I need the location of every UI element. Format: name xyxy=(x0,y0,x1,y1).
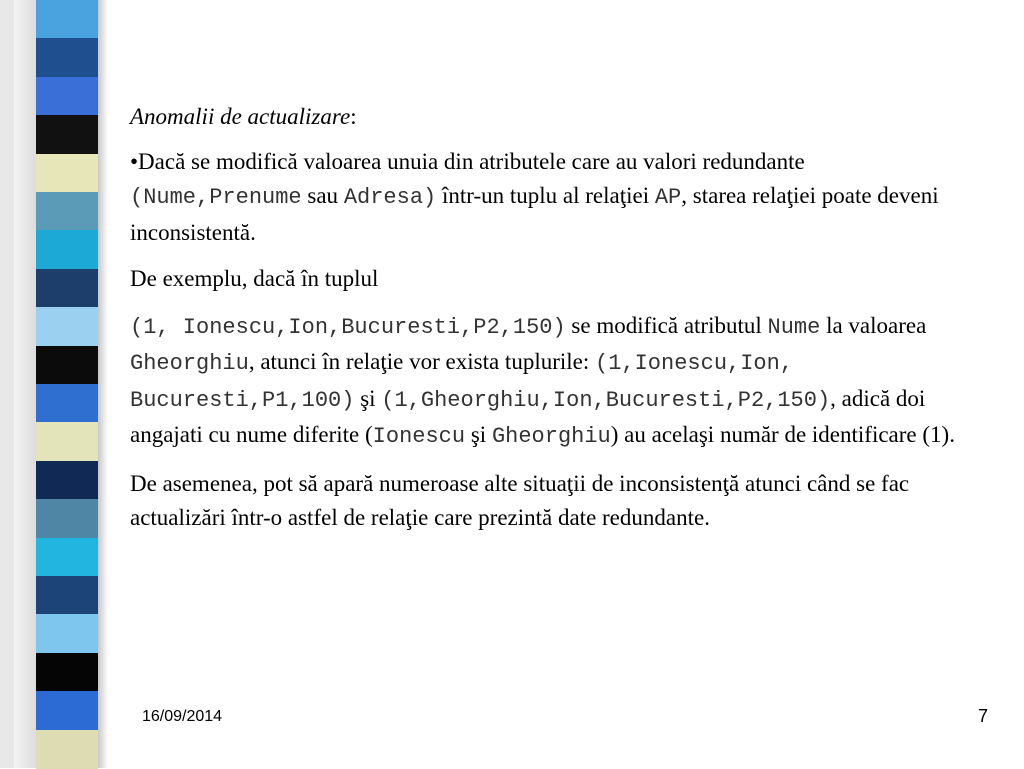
slide-border xyxy=(0,0,14,768)
code-text: Ionescu xyxy=(372,424,466,449)
text: la valoarea xyxy=(820,312,927,338)
code-text: Adresa) xyxy=(343,185,437,210)
stripe-segment xyxy=(36,346,98,385)
stripe-segment xyxy=(36,115,98,154)
stripe-segment xyxy=(36,614,98,653)
stripe-segment xyxy=(36,499,98,538)
stripe-segment xyxy=(36,461,98,500)
stripe-segment xyxy=(36,269,98,308)
text: , adică doi angajati cu nume diferite ( xyxy=(130,385,926,447)
footer-date: 16/09/2014 xyxy=(142,708,223,725)
code-text: (1, Ionescu,Ion,Bucuresti,P2,150) xyxy=(130,314,566,340)
paragraph-conclusion: De asemenea, pot să apară numeroase alte situaţii de inconsistenţă atunci când se fac actualizări într-o astfel de relaţie care prezintă date redundante. xyxy=(130,470,910,530)
stripe-segment xyxy=(36,384,98,423)
paragraph-example xyxy=(130,309,970,455)
stripe-segment xyxy=(36,154,98,193)
decorative-stripe-bar xyxy=(36,0,98,768)
slide-heading xyxy=(130,100,970,135)
code-text: (1,Ionescu,Ion, Bucuresti,P1,100) xyxy=(130,351,794,413)
slide-body xyxy=(130,100,970,548)
paragraph-update-anomaly xyxy=(130,145,970,251)
slide-edge xyxy=(14,0,36,768)
stripe-segment xyxy=(36,653,98,692)
stripe-segment xyxy=(36,576,98,615)
text: •Dacă se modifică valoarea unuia din atributele care au valori redundante xyxy=(130,148,805,174)
text: şi xyxy=(354,385,382,411)
code-text: (Nume,Prenume xyxy=(130,185,302,210)
heading-title: Anomalii de actualizare xyxy=(130,104,351,129)
stripe-segment xyxy=(36,730,98,769)
stripe-segment xyxy=(36,77,98,116)
code-text: AP xyxy=(654,185,682,210)
stripe-segment xyxy=(36,230,98,269)
page-number: 7 xyxy=(977,706,988,726)
text: se modifică atributul xyxy=(565,312,768,338)
code-text: (1,Gheorghiu,Ion,Bucuresti,P2,150) xyxy=(381,387,831,413)
text: , starea relaţiei poate deveni inconsistentă. xyxy=(130,183,939,245)
stripe-segment xyxy=(36,691,98,730)
text: ) au acelaşi număr de identificare (1). xyxy=(610,422,955,447)
stripe-segment xyxy=(36,307,98,346)
code-text: Nume xyxy=(767,314,821,340)
text: şi xyxy=(465,422,492,447)
stripe-segment xyxy=(36,422,98,461)
code-text: Gheorghiu xyxy=(130,351,249,376)
text: sau xyxy=(301,183,344,208)
stripe-shadow xyxy=(98,0,108,768)
heading-colon: : xyxy=(350,104,357,129)
stripe-segment xyxy=(36,38,98,77)
text: , atunci în relaţie vor exista tuplurile: xyxy=(248,349,595,374)
stripe-segment xyxy=(36,192,98,231)
stripe-segment xyxy=(36,538,98,577)
stripe-segment xyxy=(36,0,98,39)
text: într-un tuplu al relaţiei xyxy=(436,183,655,208)
code-text: Gheorghiu xyxy=(491,424,611,449)
paragraph-example-intro: De exemplu, dacă în tuplul xyxy=(130,266,379,291)
